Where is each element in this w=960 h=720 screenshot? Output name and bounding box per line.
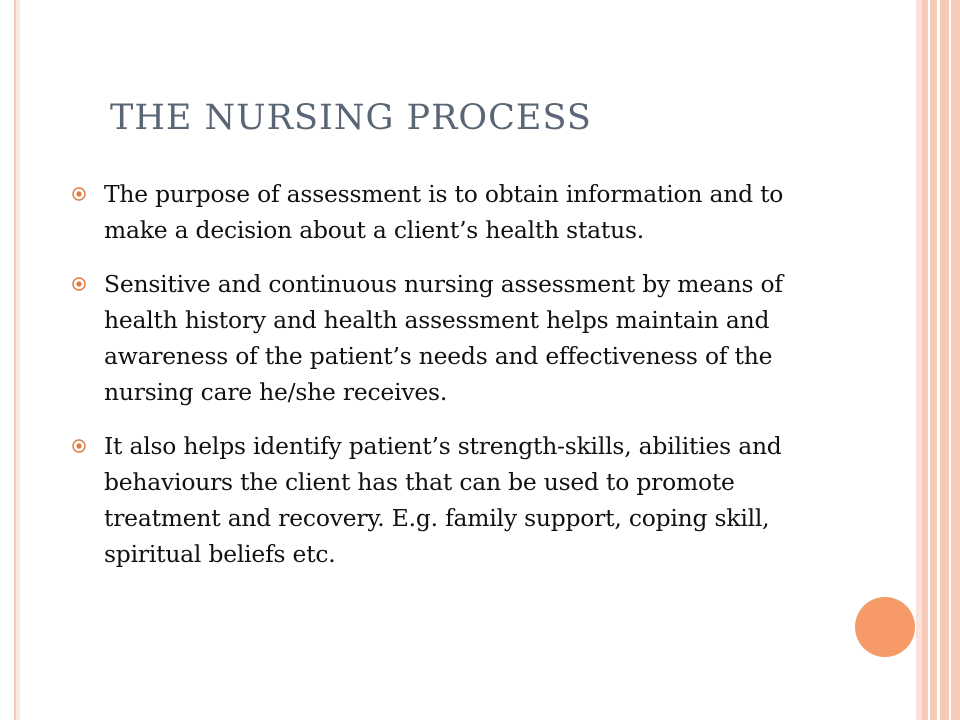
right-band-stripe bbox=[916, 0, 922, 720]
bullet-text: The purpose of assessment is to obtain information and to make a decision about a client’s health status. bbox=[104, 180, 784, 244]
right-band-stripe bbox=[949, 0, 951, 720]
circled-dot-bullet-icon bbox=[72, 277, 86, 291]
decorative-orange-circle bbox=[855, 597, 915, 657]
circled-dot-bullet-icon bbox=[72, 439, 86, 453]
bullet-text: It also helps identify patient’s strength-skills, abilities and behaviours the client has that can be used to promote treatment and recovery. E.g. family support, coping skill, spiritual beliefs etc. bbox=[104, 432, 782, 568]
slide-title: THE NURSING PROCESS bbox=[110, 98, 592, 138]
bullet-item bbox=[72, 266, 832, 410]
bullet-text: Sensitive and continuous nursing assessment by means of health history and health assessment helps maintain and awareness of the patient’s needs and effectiveness of the nursing care he/she receives. bbox=[104, 270, 783, 406]
right-band-stripe bbox=[928, 0, 930, 720]
bullet-item bbox=[72, 428, 832, 572]
right-band-stripe bbox=[937, 0, 940, 720]
bullet-item bbox=[72, 176, 832, 248]
bullet-list bbox=[72, 176, 832, 590]
left-border-tint bbox=[16, 0, 20, 720]
circled-dot-bullet-icon bbox=[72, 187, 86, 201]
